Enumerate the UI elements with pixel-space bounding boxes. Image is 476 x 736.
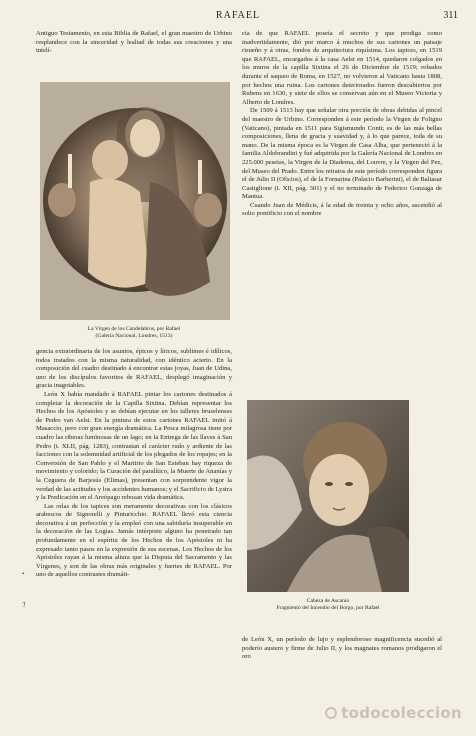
left-paragraph-1: gencia extraordinaria de los asuntos, épicos y líricos, sublimes é idílicos, todos tratados con la misma naturalidad, con idéntico acierto. En la composición del cuadro destinado á encontrar estas joyas, Juan de Udina, uno de los discípulos favoritos de RAFAEL, desplegó imaginación y gracia inagotables. [36, 348, 232, 390]
right-continuation-paragraph: de León X, un período de lujo y esplendoroso magnificencia sucedió al poderío austero y firme de Julio II, y los magnates romanos prodigaron el oro [242, 636, 442, 661]
figure2-caption-source: Fragmento del Incendio del Borgo, por Rafael [276, 605, 380, 611]
right-paragraph-3: Cuando Juan de Médicis, á la edad de treinta y ocho años, ascendió al solio pontificio con el nombre [242, 201, 442, 218]
page-number: 311 [443, 10, 458, 21]
right-paragraph-2: De 1509 á 1513 hay que señalar otra porción de obras debidas al pincel del maestro de Urbino. Corresponden á este período la Virgen de Foligno (Vaticano), pintada en 1511 para Sigismundo Conti; es de las más bellas composiciones, llena de gracia y suavidad y, á lo que parece, toda de su mano. De la misma época es la Virgen de Casa Alba, que perteneció á la familia Aldobrandini y fué adquirida por la Galería Nacional de Londres en 225.000 pesetas, la Virgen de la Diadema, del Louvre, y la Virgen del Pez, del Museo del Prado. Entre los retratos de este período corresponden figura el de Julio II (Oficios), el de la Fornarina (Palacio Barberini), el de Baltasar Castiglione (t. XII, pág. 301) y el no terminado de Federico Gonzaga de Mantua. [242, 107, 442, 201]
left-paragraph-2: León X había mandado á RAFAEL pintar los cartones destinados á completar la decoración de la Capilla Sixtina. Debían representar los Hechos de los Apóstoles y se debían ejecutar en los talleres bruselenses de Pedro van Aelst. En la pintura de estos cartones RAFAEL imitó á Masaccio, pero con gran energía dramática. La Pesca milagrosa tiene por cuadro las riberas luminosas de un lago; en la Entrega de las llaves á San Pedro (t. XLII, pág. 1283), contrastan el carácter rudo y ardiente de las facciones con la solemnidad artificial de los plegados de los ropajes; en la Conversión de San Pablo y el Martirio de San Esteban hay riqueza de movimiento y colorido; la Curación del paralítico, la Muerte de Ananías y la Ceguera de Barjesús (Elimas), presentan con sorprendente vigor la verdad de las actitudes y los accidentes humanos; y el Sacrificio de Lystra y la Predicación en el Areópago rebosan vida dramática. [36, 390, 232, 502]
intro-paragraph: Antiguo Testamento, en esta Biblia de Rafael, el gran maestro de Urbino resplandece con la sinceridad y lealtad de todas sus creaciones y una intelí- [36, 30, 232, 55]
painting-image [247, 400, 409, 592]
watermark [325, 704, 462, 722]
painting-head-of-ascanius [247, 400, 409, 592]
left-column-body [36, 348, 232, 580]
figure2-caption [242, 598, 414, 612]
figure1-caption-location: (Galería Nacional, Londres, 1513) [95, 333, 173, 339]
figure1-caption [36, 326, 232, 340]
painting-virgin-candelabra [40, 82, 230, 320]
left-paragraph-3: Las orlas de los tapices son meramente decorativas con los clásicos arabescos de Signorelli y Pinturicchio. RAFAEL llevó esta ciencia decorativa á un perfección y la empleó con una sabiduría insuperable en la decoración de las Logias. Jamás intérprete alguno ha penetrado tan profundamente en el espíritu de los Hechos de los Apóstoles ni ha expresado tanto pasos en la expresión de sus escenas. Los Hechos de los Apóstoles rayan á la misma altura que la Disputa del Sacramento y las Vírgenes, y son de las obras más originales y fuertes de RAFAEL. Por uno de aquellos contrastes dramáti- [36, 502, 232, 579]
right-paragraph-1: cia de que RAFAEL poseía el secreto y que prodiga como inadvertidamente, dió por marco á muchos de sus cartones un paisaje risueño y á otras, fondos de arquitectura riquísima. Los tapices, en 1519 que RAFAEL, encargados á la casa Aelst en 1514, quedaron colgados en los muros de la capilla Sixtina el 26 de Diciembre de 1519; robados durante el saqueo de Roma, en 1527, no volvieron al Vaticano hasta 1808, por hechos una ruina. Los cartones deteriorados fueron descubiertos por Rubens en 1630, y siete de ellos se conservan aún en el Museo Victoria y Alberto de Londres. [242, 30, 442, 106]
running-header-title: RAFAEL [215, 10, 261, 21]
watermark-logo-icon [325, 707, 337, 719]
right-column [242, 30, 442, 219]
right-column-continuation [242, 636, 442, 662]
margin-mark: ⁊ [22, 600, 26, 608]
figure2-caption-title: Cabeza de Ascanio [306, 598, 350, 604]
margin-mark: • [22, 570, 25, 578]
left-column-intro [36, 30, 232, 56]
figure1-caption-title: La Virgen de los Candelabros, por Rafael [87, 326, 181, 332]
watermark-text: todocoleccion [341, 704, 462, 722]
painting-image [40, 82, 230, 320]
